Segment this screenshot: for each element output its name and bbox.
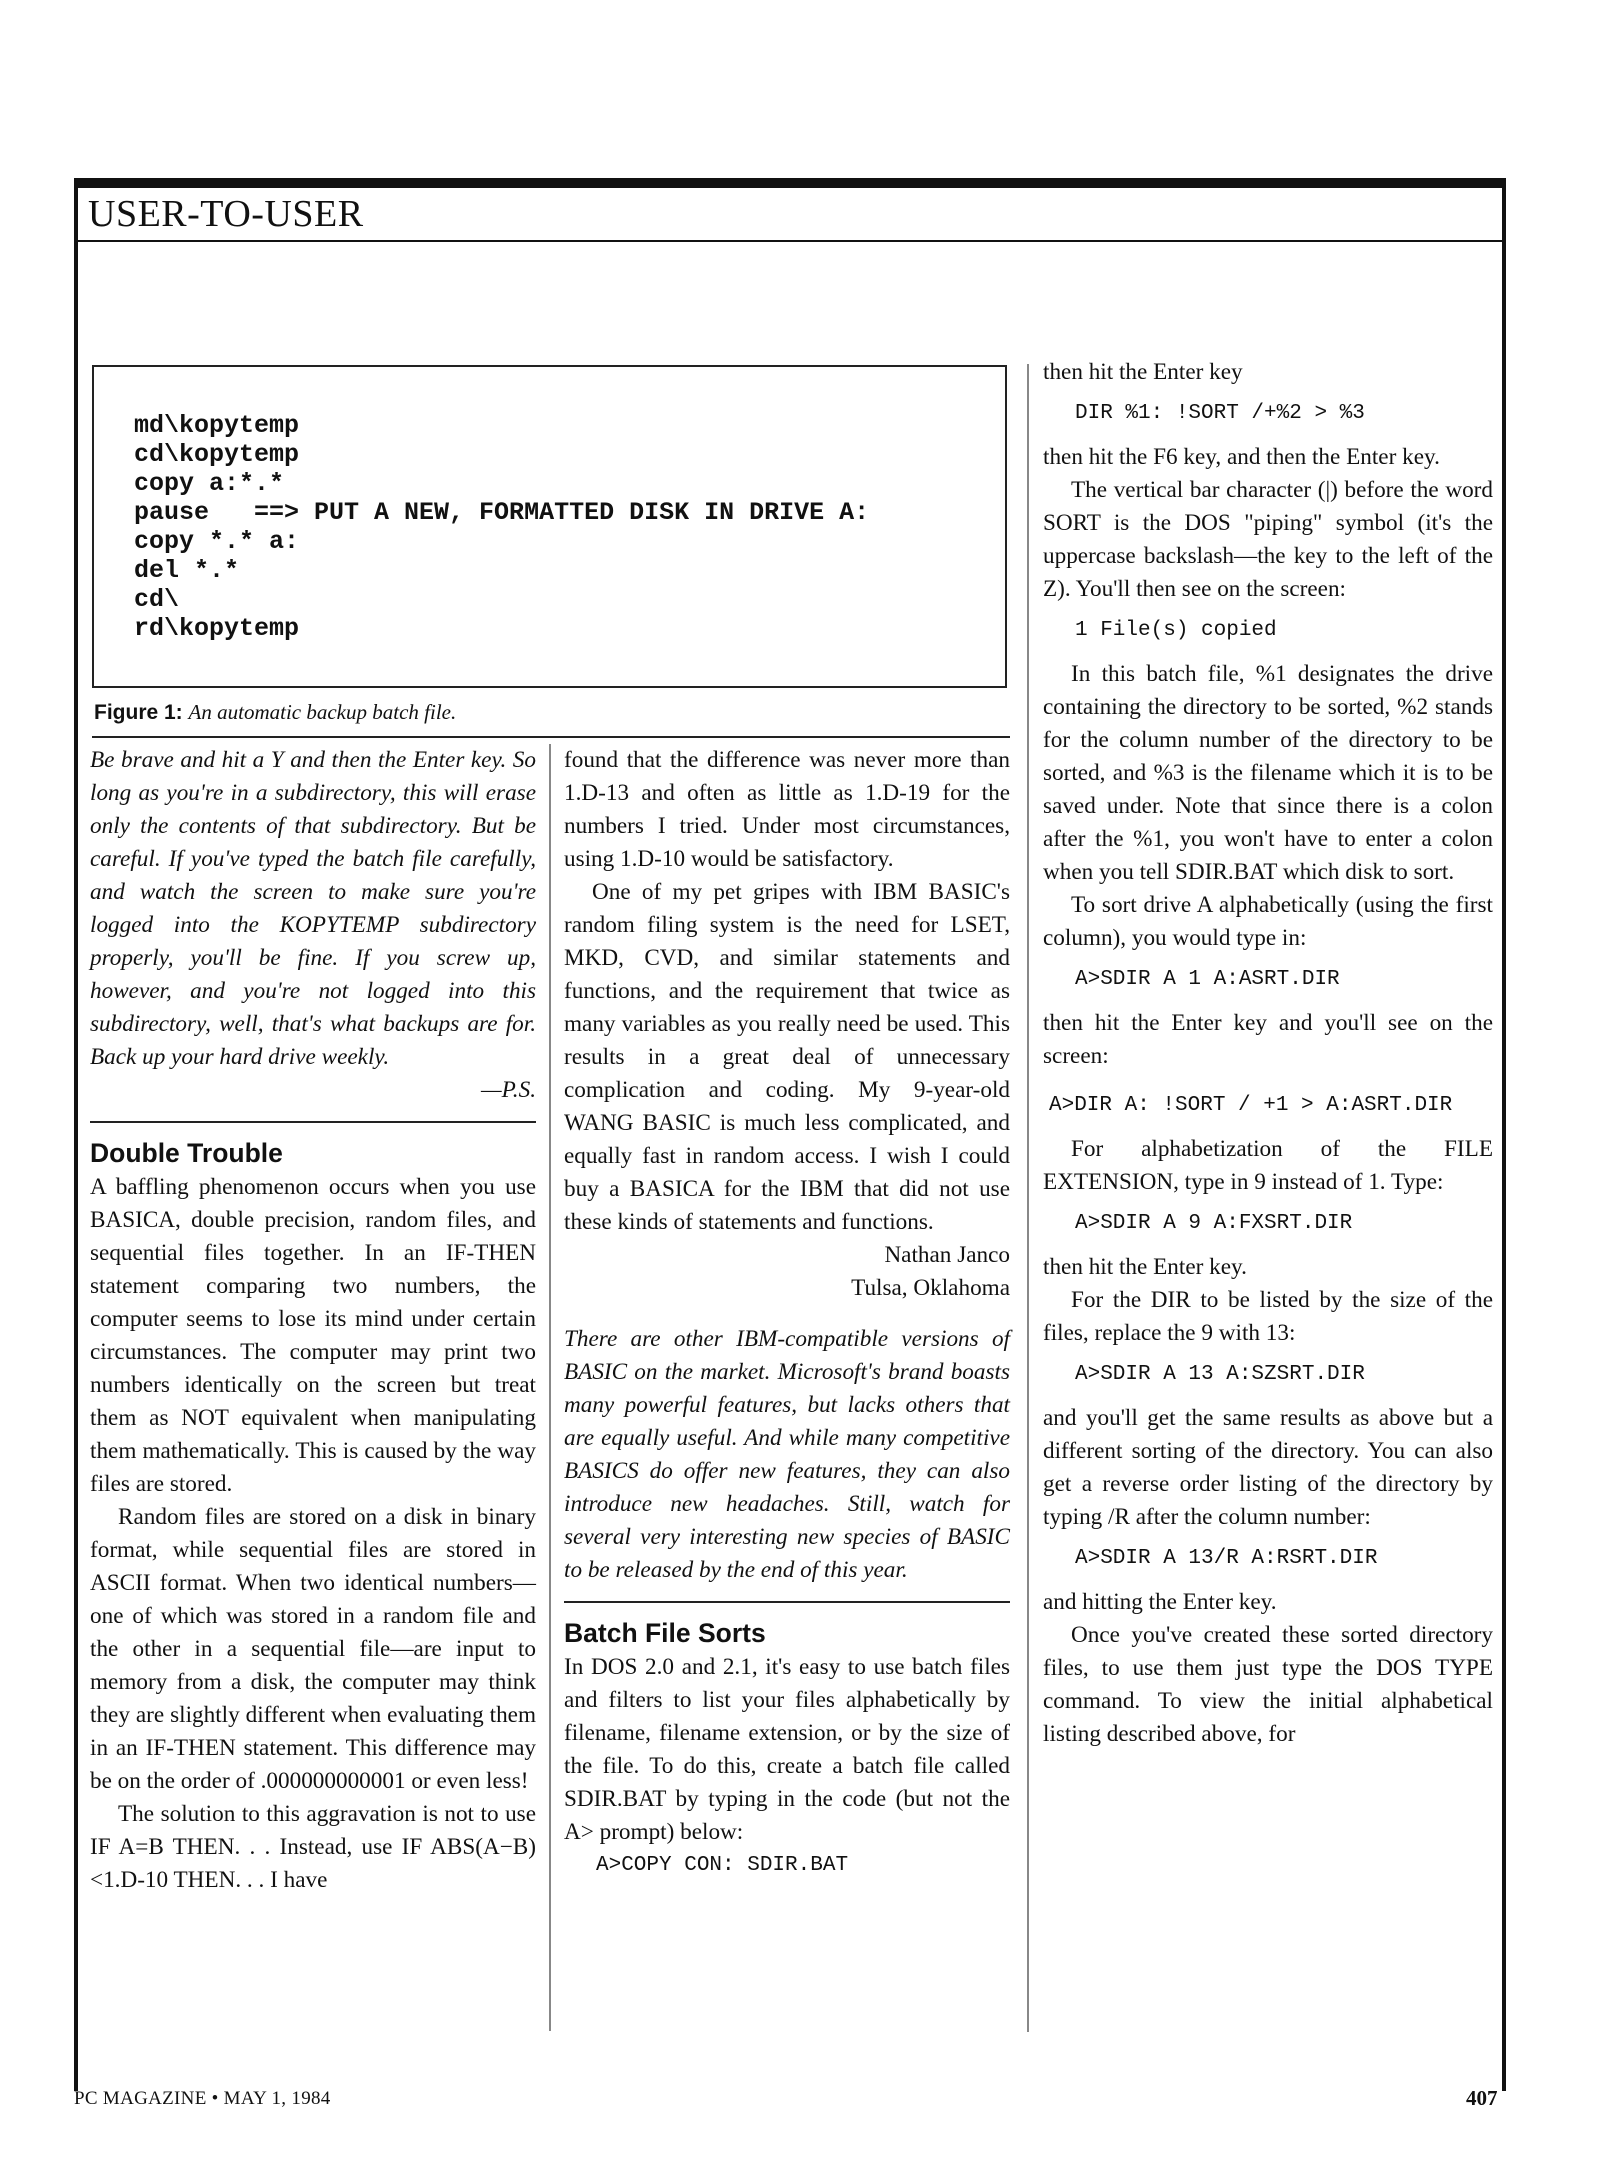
paragraph: One of my pet gripes with IBM BASIC's random filing system is the need for LSET, MKD, CVD, and similar statements and functions, and the requirement that twice as many variables as you really need be used. This results in a great deal of unnecessary complication and coding. My 9-year-old WANG BASIC is much less complicated, and equally fast in random access. I wish I could buy a BASICA for the IBM that did not use these kinds of statements and functions. [564,879,1010,1235]
paragraph: and hitting the Enter key. [1043,1589,1277,1615]
code-line: A>SDIR A 1 A:ASRT.DIR [1075,968,1340,991]
paragraph: Once you've created these sorted directory files, to use them just type the DOS TYPE command. To view the initial alphabetical listing described above, for [1043,1622,1493,1747]
column-3 [1043,356,1493,1751]
heading-batch-file-sorts: Batch File Sorts [564,1618,766,1648]
paragraph: In this batch file, %1 designates the drive containing the directory to be sorted, %2 stands for the column number of the directory to be sorted, and %3 is the filename which it is to be saved under. Note that since there is a colon after the %1, you won't have to enter a colon when you tell SDIR.BAT which disk to sort. [1043,661,1493,885]
column-1 [90,744,536,1897]
section-rule [564,1601,1010,1603]
section-rule [90,1121,536,1123]
figure-code-line: md\kopytemp [134,411,300,440]
code-line: A>DIR A: !SORT / +1 > A:ASRT.DIR [1049,1094,1453,1117]
header-bar [74,178,1506,188]
code-line: A>SDIR A 13 A:SZSRT.DIR [1075,1363,1365,1386]
paragraph: then hit the Enter key. [1043,1254,1247,1280]
column-2 [564,744,1010,1893]
figure-box [92,365,1007,688]
figure-code-line: copy a:*.* [134,469,285,498]
paragraph: then hit the Enter key [1043,359,1243,385]
paragraph: The solution to this aggravation is not to use IF A=B THEN. . . Instead, use IF ABS(A−B)<1.D-10 THEN. . . I have [90,1801,536,1893]
paragraph: found that the difference was never more than 1.D-13 and often as little as 1.D-19 for the numbers I tried. Under most circumstances, using 1.D-10 would be satisfactory. [564,747,1010,872]
author-name: Nathan Janco [884,1242,1010,1268]
figure-code-line: pause ==> PUT A NEW, FORMATTED DISK IN DRIVE A: [134,498,870,527]
paragraph: For the DIR to be listed by the size of the files, replace the 9 with 13: [1043,1287,1493,1346]
figure-caption-label: Figure 1: [94,701,183,724]
paragraph: then hit the Enter key and you'll see on the screen: [1043,1010,1493,1069]
editor-signature: —P.S. [481,1077,536,1103]
figure-caption-text: An automatic backup batch file. [188,700,457,724]
code-line: DIR %1: !SORT /+%2 > %3 [1075,402,1365,425]
frame-right-rule [1502,188,1506,2091]
editor-note: There are other IBM-compatible versions of BASIC on the market. Microsoft's brand boasts many powerful features, but lacks others that are equally useful. And while many competitive BASICS do offer new features, they can also introduce new headaches. Still, watch for several very interesting new species of BASIC to be released by the end of this year. [564,1326,1010,1583]
figure-code-line: copy *.* a: [134,527,300,556]
column-divider-1 [549,744,551,2031]
column-divider-2 [1027,364,1029,2032]
figure-code-line: rd\kopytemp [134,614,300,643]
header-underline [78,240,1502,242]
editor-note: Be brave and hit a Y and then the Enter key. So long as you're in a subdirectory, this will erase only the contents of that subdirectory. But be careful. If you've typed the batch file carefully, and watch the screen to make sure you're logged into the KOPYTEMP subdirectory properly, you'll be fine. If you screw up, however, and you're not logged into this subdirectory, well, that's what backups are for. Back up your hard drive weekly. [90,747,536,1070]
section-title: USER-TO-USER [88,193,364,235]
code-line: A>SDIR A 13/R A:RSRT.DIR [1075,1547,1378,1570]
paragraph: In DOS 2.0 and 2.1, it's easy to use batch files and filters to list your files alphabetically by filename, filename extension, or by the size of the file. To do this, create a batch file called SDIR.BAT by typing in the code (but not the A> prompt) below: [564,1654,1010,1845]
paragraph: To sort drive A alphabetically (using the first column), you would type in: [1043,892,1493,951]
author-place: Tulsa, Oklahoma [851,1275,1010,1301]
paragraph: For alphabetization of the FILE EXTENSION, type in 9 instead of 1. Type: [1043,1136,1493,1195]
figure-code-line: cd\ [134,585,180,614]
paragraph: Random files are stored on a disk in binary format, while sequential files are stored in ASCII format. When two identical numbers—one of which was stored in a random file and the other in a sequential file—are input to memory from a disk, the computer may think they are slightly different when evaluating them in an IF-THEN statement. This difference may be on the order of .000000000001 or even less! [90,1504,536,1794]
paragraph: A baffling phenomenon occurs when you use BASICA, double precision, random files, and sequential files together. In an IF-THEN statement comparing two numbers, the computer seems to lose its mind under certain circumstances. The computer may print two numbers identically on the screen but treat them as NOT equivalent when manipulating them mathematically. This is caused by the way files are stored. [90,1174,536,1497]
figure-code-line: cd\kopytemp [134,440,300,469]
paragraph: and you'll get the same results as above but a different sorting of the directory. You can also get a reverse order listing of the directory by typing /R after the column number: [1043,1405,1493,1530]
code-line: 1 File(s) copied [1075,619,1277,642]
heading-double-trouble: Double Trouble [90,1138,283,1168]
caption-rule [92,736,1010,738]
code-line: A>SDIR A 9 A:FXSRT.DIR [1075,1212,1353,1235]
page-number: 407 [1466,2086,1498,2110]
figure-code-listing [134,411,869,643]
figure-code-line: del *.* [134,556,240,585]
frame-left-rule [74,188,78,2091]
paragraph: then hit the F6 key, and then the Enter key. [1043,444,1440,470]
footer-publication: PC MAGAZINE • MAY 1, 1984 [74,2088,331,2109]
figure-caption [94,700,456,725]
paragraph: The vertical bar character (|) before the word SORT is the DOS "piping" symbol (it's the uppercase backslash—the key to the left of the Z). You'll then see on the screen: [1043,477,1493,602]
code-line: A>COPY CON: SDIR.BAT [596,1854,849,1877]
